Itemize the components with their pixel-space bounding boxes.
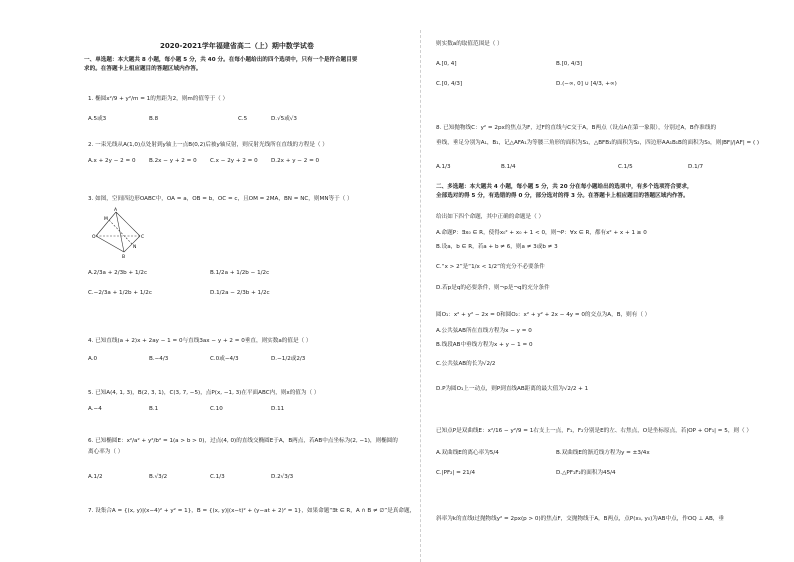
q7-option-c: C.[0, 4/3] bbox=[436, 81, 463, 87]
q2-option-c: C.x − 2y + 2 = 0 bbox=[210, 158, 258, 164]
q6-stem-cont: 离心率为（ ） bbox=[88, 449, 124, 455]
q9-option-b: B.设a，b ∈ R，若a + b ≠ 6，则a ≠ 3或b ≠ 3 bbox=[436, 244, 558, 250]
q3-option-b: B.1/2a + 1/2b − 1/2c bbox=[210, 270, 270, 276]
section2-heading-cont: 全部选对的得 5 分，有选错的得 0 分，部分选对的得 3 分。在答题卡上相应题目的答题区域内作答。 bbox=[436, 193, 689, 199]
q10-option-c: C.公共弦AB的长为√2/2 bbox=[436, 361, 496, 367]
q10-option-a: A.公共弦AB所在直线方程为x − y = 0 bbox=[436, 328, 532, 334]
q11-stem: 已知点P是双曲线E：x²/16 − y²/9 = 1右支上一点，F₁，F₂分别是E的左、右焦点，O是坐标原点，若|OP + OF₁| = 5，则（ ） bbox=[436, 428, 752, 434]
q3-option-c: C.−2/3a + 1/2b + 1/2c bbox=[88, 290, 152, 296]
q3-label-c: C bbox=[141, 235, 145, 240]
q2-option-a: A.x + 2y − 2 = 0 bbox=[88, 158, 136, 164]
q8-option-c: C.1/5 bbox=[618, 164, 633, 170]
q10-option-d: D.P为圆O₁上一动点，则P到直线AB距离的最大值为√2/2 + 1 bbox=[436, 386, 589, 392]
q10-option-b: B.线段AB中垂线方程为x + y − 1 = 0 bbox=[436, 342, 533, 348]
q9-option-a: A.命题P：∃x₀ ∈ R，使得x₀² + x₀ + 1 < 0，则¬P：∀x ∈ R，都有x² + x + 1 ≥ 0 bbox=[436, 230, 647, 236]
q5-option-d: D.11 bbox=[271, 406, 285, 412]
column-divider bbox=[420, 30, 421, 562]
q8-option-b: B.1/4 bbox=[501, 164, 516, 170]
q3-option-d: D.1/2a − 2/3b + 1/2c bbox=[210, 290, 270, 296]
q1-option-b: B.8 bbox=[149, 116, 159, 122]
q11-option-c: C.|PF₂| = 21/4 bbox=[436, 470, 476, 476]
q8-stem: 8. 已知抛物线C：y² = 2px的焦点为F，过F的直线与C交于A，B两点（设点A在第一象限），分别过A，B作准线的 bbox=[436, 125, 717, 131]
q6-option-a: A.1/2 bbox=[88, 474, 103, 480]
q8-option-a: A.1/3 bbox=[436, 164, 451, 170]
q6-stem: 6. 已知椭圆E：x²/a² + y²/b² = 1(a > b > 0)，过点(4, 0)的直线交椭圆E于A，B两点，若AB中点坐标为(2, −1)，则椭圆的 bbox=[88, 438, 398, 444]
q7-stem: 7. 设集合A = {(x, y)|(x−4)² + y² = 1}，B = {(x, y)|(x−t)² + (y−at + 2)² = 1}，如果命题“∃t ∈ R，A ∩ B ≠ ∅”是真命题， bbox=[88, 508, 416, 514]
q5-option-b: B.1 bbox=[149, 406, 159, 412]
page-title: 2020-2021学年福建省高二（上）期中数学试卷 bbox=[160, 42, 314, 50]
q6-option-c: C.1/3 bbox=[210, 474, 225, 480]
q3-label-m: M bbox=[104, 217, 108, 222]
q1-stem: 1. 椭圆x²/9 + y²/m = 1的焦距为2，则m的值等于（ ） bbox=[88, 96, 229, 102]
q2-option-b: B.2x − y + 2 = 0 bbox=[149, 158, 197, 164]
section1-heading: 一、单选题：本大题共 8 小题，每小题 5 分，共 40 分。在每小题给出的四个选项中，只有一个是符合题目要 bbox=[84, 57, 358, 63]
q4-option-d: D.−1/2或2/3 bbox=[271, 356, 306, 362]
q8-option-d: D.1/7 bbox=[688, 164, 704, 170]
q3-label-n: N bbox=[133, 245, 137, 250]
q10-stem: 圆O₁：x² + y² − 2x = 0和圆O₂：x² + y² + 2x − 4y = 0的交点为A，B，则有（ ） bbox=[436, 312, 651, 318]
section2-heading: 二、多选题：本大题共 4 小题，每小题 5 分，共 20 分在每小题给出的选项中，有多个选项符合要求， bbox=[436, 184, 693, 190]
q4-stem: 4. 已知直线(a + 2)x + 2ay − 1 = 0与直线3ax − y + 2 = 0垂直，则实数a的值是（ ） bbox=[88, 338, 312, 344]
q2-option-d: D.2x + y − 2 = 0 bbox=[271, 158, 320, 164]
q4-option-b: B.−4/3 bbox=[149, 356, 169, 362]
q11-option-d: D.△PF₁F₂的面积为45/4 bbox=[556, 470, 616, 476]
q4-option-a: A.0 bbox=[88, 356, 98, 362]
q6-option-d: D.2√3/3 bbox=[271, 474, 294, 480]
q2-stem: 2. 一束光线从A(1,0)点处射到y轴上一点B(0,2)后被y轴反射，则反射光线所在直线的方程是（ ） bbox=[88, 142, 328, 148]
q6-option-b: B.√3/2 bbox=[149, 474, 168, 480]
q3-option-a: A.2/3a + 2/3b + 1/2c bbox=[88, 270, 148, 276]
q1-option-d: D.√5或√3 bbox=[271, 116, 297, 122]
q8-stem-cont: 垂线，垂足分别为A₁，B₁，记△AFA₁为等腰三角形的面积为S₁，△BFB₁的面积为S₂，四边形AA₁B₁B的面积为S₃，则|BF|/|AF| = ( ) bbox=[436, 140, 760, 146]
q7-option-a: A.[0, 4] bbox=[436, 61, 457, 67]
q4-option-c: C.0或−4/3 bbox=[210, 356, 239, 362]
q3-stem: 3. 如图，空间四边形OABC中，OA = a，OB = b，OC = c，且OM = 2MA，BN = NC，则MN等于（ ） bbox=[88, 196, 353, 202]
q3-tetrahedron-figure bbox=[92, 206, 152, 260]
right-column bbox=[436, 0, 782, 562]
q1-option-c: C.5 bbox=[238, 116, 248, 122]
q9-stem: 给出如下四个命题，其中正确的命题是（ ） bbox=[436, 214, 545, 220]
q9-option-c: C.“x > 2”是“1/x < 1/2”的充分不必要条件 bbox=[436, 264, 545, 270]
q7-option-b: B.[0, 4/3] bbox=[556, 61, 583, 67]
q5-stem: 5. 已知A(4, 1, 3)，B(2, 3, 1)，C(3, 7, −5)，点P(x, −1, 3)在平面ABC内，则x的值为（ ） bbox=[88, 390, 320, 396]
section1-heading-cont: 求的。在答题卡上相应题目的答题区域内作答。 bbox=[84, 66, 202, 72]
q7-option-d: D.(−∞, 0] ∪ [4/3, +∞) bbox=[556, 81, 617, 87]
q3-label-a: A bbox=[114, 208, 118, 213]
left-column bbox=[84, 0, 420, 562]
q3-label-o: O bbox=[92, 235, 96, 240]
q7-stem-cont: 则实数a的取值范围是（ ） bbox=[436, 41, 503, 47]
q3-label-b: B bbox=[122, 255, 126, 260]
q9-option-d: D.若p是q的必要条件，则¬p是¬q的充分条件 bbox=[436, 285, 550, 291]
q5-option-c: C.10 bbox=[210, 406, 223, 412]
q1-option-a: A.5或3 bbox=[88, 116, 107, 122]
q11-option-a: A.双曲线E的离心率为5/4 bbox=[436, 450, 499, 456]
q12-stem: 斜率为k的直线l过抛物线y² = 2px(p > 0)的焦点F，交抛物线于A，B两点，点P(x₀, y₀)为AB中点，作OQ ⊥ AB，垂 bbox=[436, 516, 724, 522]
q5-option-a: A.−4 bbox=[88, 406, 102, 412]
q11-option-b: B.双曲线E的渐近线方程为y = ±3/4x bbox=[556, 450, 650, 456]
